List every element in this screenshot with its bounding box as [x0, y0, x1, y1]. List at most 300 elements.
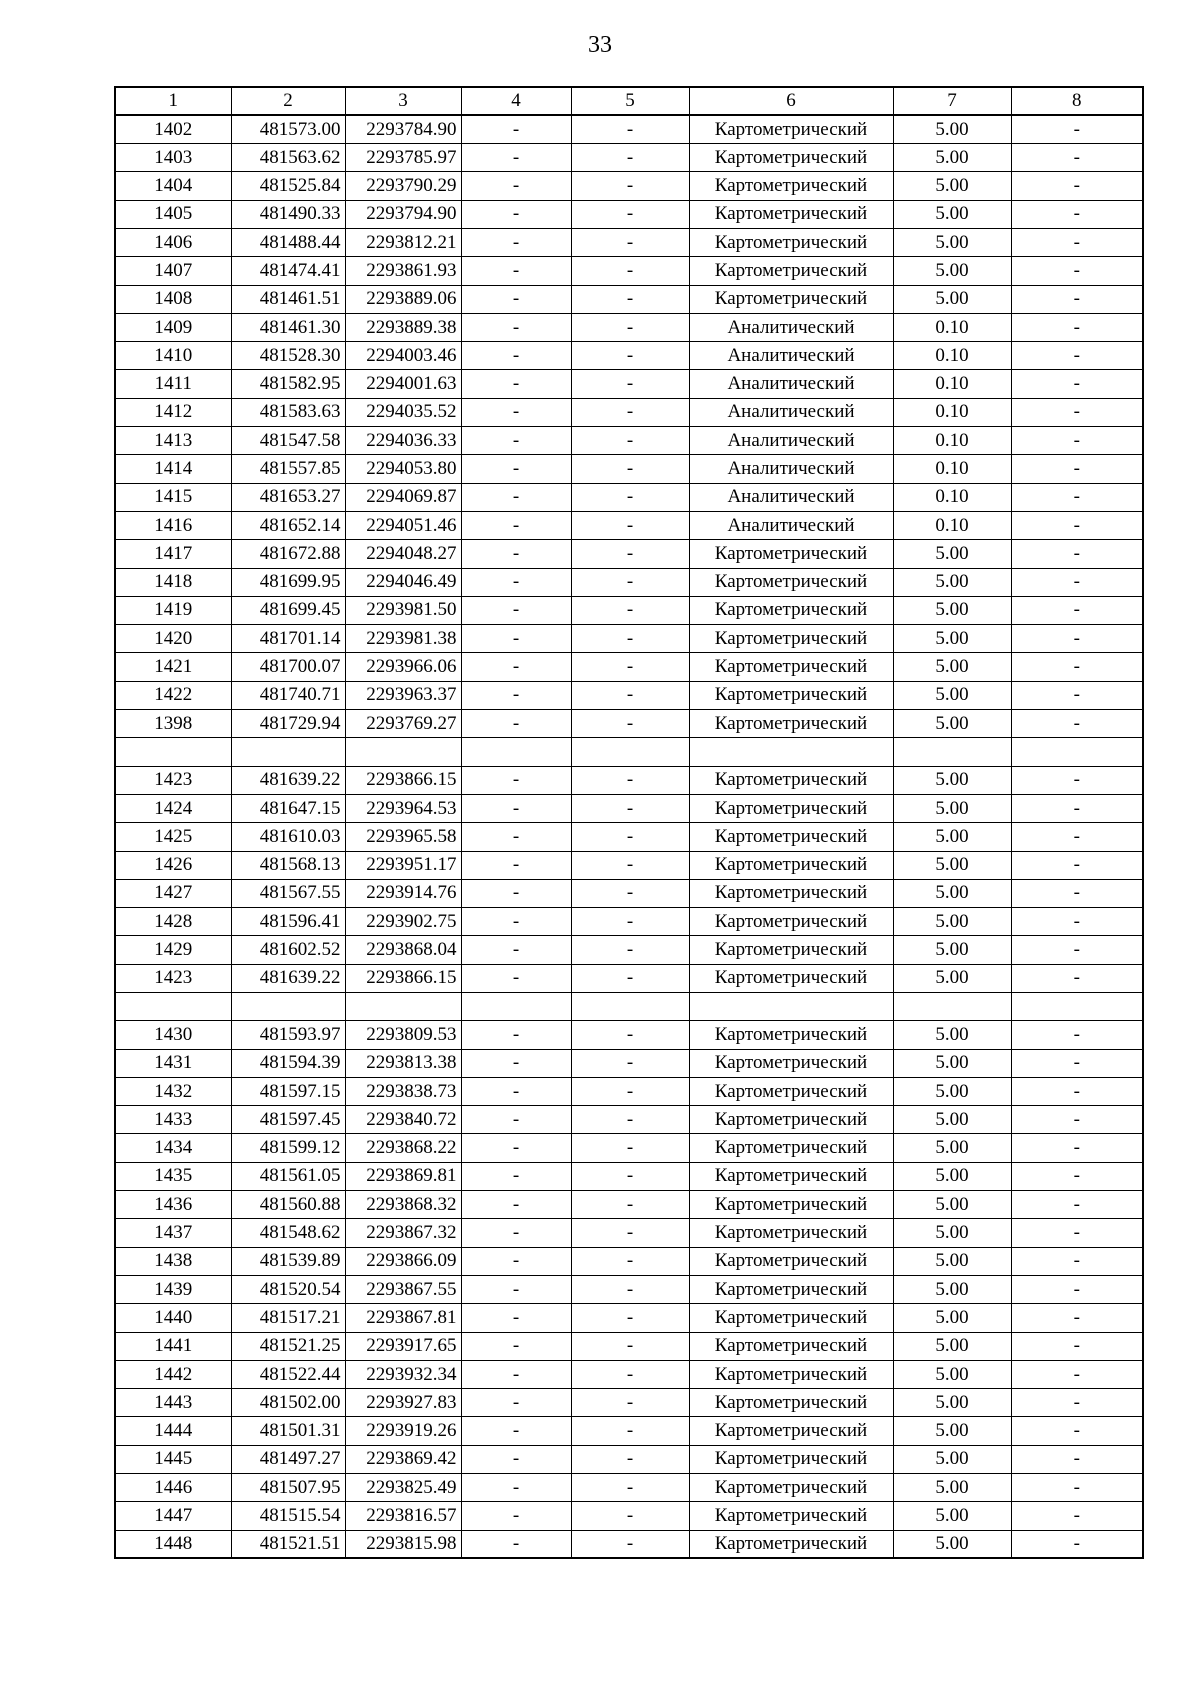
col4-cell: - [461, 1134, 571, 1162]
accuracy-cell: 5.00 [893, 540, 1011, 568]
y-coordinate-cell [345, 738, 461, 766]
col8-cell: - [1011, 1219, 1143, 1247]
col4-cell: - [461, 511, 571, 539]
col8-cell: - [1011, 1332, 1143, 1360]
col8-cell: - [1011, 1417, 1143, 1445]
table-row [115, 1275, 1143, 1303]
col8-cell: - [1011, 483, 1143, 511]
x-coordinate-cell: 481597.45 [231, 1106, 345, 1134]
table-row [115, 285, 1143, 313]
col4-cell: - [461, 681, 571, 709]
y-coordinate-cell: 2293838.73 [345, 1077, 461, 1105]
y-coordinate-cell: 2293981.50 [345, 596, 461, 624]
y-coordinate-cell: 2294001.63 [345, 370, 461, 398]
x-coordinate-cell: 481652.14 [231, 511, 345, 539]
point-number-cell: 1448 [115, 1530, 231, 1558]
col8-cell [1011, 993, 1143, 1021]
col8-cell: - [1011, 879, 1143, 907]
x-coordinate-cell [231, 993, 345, 1021]
col8-cell: - [1011, 1134, 1143, 1162]
col4-cell: - [461, 455, 571, 483]
col8-cell: - [1011, 172, 1143, 200]
y-coordinate-cell: 2293784.90 [345, 115, 461, 143]
table-row [115, 1077, 1143, 1105]
method-cell: Картометрический [689, 766, 893, 794]
table-row [115, 681, 1143, 709]
col8-cell: - [1011, 1162, 1143, 1190]
accuracy-cell: 5.00 [893, 1445, 1011, 1473]
col5-cell: - [571, 540, 689, 568]
col4-cell: - [461, 200, 571, 228]
col5-cell: - [571, 115, 689, 143]
column-header: 2 [231, 87, 345, 115]
method-cell: Картометрический [689, 823, 893, 851]
accuracy-cell [893, 738, 1011, 766]
x-coordinate-cell: 481474.41 [231, 257, 345, 285]
table-row [115, 794, 1143, 822]
method-cell: Картометрический [689, 625, 893, 653]
method-cell: Картометрический [689, 200, 893, 228]
method-cell: Аналитический [689, 455, 893, 483]
y-coordinate-cell: 2293866.15 [345, 766, 461, 794]
y-coordinate-cell: 2293963.37 [345, 681, 461, 709]
y-coordinate-cell: 2293964.53 [345, 794, 461, 822]
point-number-cell: 1430 [115, 1021, 231, 1049]
col5-cell: - [571, 710, 689, 738]
point-number-cell: 1411 [115, 370, 231, 398]
y-coordinate-cell: 2293812.21 [345, 228, 461, 256]
table-row [115, 257, 1143, 285]
table-row [115, 1134, 1143, 1162]
col8-cell: - [1011, 625, 1143, 653]
method-cell: Картометрический [689, 144, 893, 172]
point-number-cell: 1423 [115, 964, 231, 992]
col5-cell [571, 738, 689, 766]
header-row [115, 87, 1143, 115]
col4-cell: - [461, 540, 571, 568]
col4-cell: - [461, 398, 571, 426]
accuracy-cell: 5.00 [893, 285, 1011, 313]
method-cell: Картометрический [689, 1389, 893, 1417]
col4-cell: - [461, 710, 571, 738]
x-coordinate-cell: 481653.27 [231, 483, 345, 511]
col8-cell: - [1011, 1049, 1143, 1077]
point-number-cell: 1432 [115, 1077, 231, 1105]
col5-cell: - [571, 879, 689, 907]
method-cell: Картометрический [689, 908, 893, 936]
col4-cell: - [461, 879, 571, 907]
point-number-cell: 1409 [115, 313, 231, 341]
point-number-cell [115, 993, 231, 1021]
col5-cell: - [571, 1162, 689, 1190]
accuracy-cell: 0.10 [893, 483, 1011, 511]
col8-cell: - [1011, 653, 1143, 681]
col8-cell: - [1011, 823, 1143, 851]
col5-cell: - [571, 908, 689, 936]
col4-cell: - [461, 115, 571, 143]
method-cell: Картометрический [689, 710, 893, 738]
point-number-cell: 1419 [115, 596, 231, 624]
col4-cell: - [461, 228, 571, 256]
x-coordinate-cell: 481522.44 [231, 1360, 345, 1388]
point-number-cell: 1402 [115, 115, 231, 143]
col5-cell: - [571, 1530, 689, 1558]
col4-cell: - [461, 1360, 571, 1388]
method-cell: Картометрический [689, 1247, 893, 1275]
point-number-cell: 1447 [115, 1502, 231, 1530]
x-coordinate-cell: 481593.97 [231, 1021, 345, 1049]
table-row [115, 313, 1143, 341]
y-coordinate-cell: 2293794.90 [345, 200, 461, 228]
col5-cell: - [571, 1191, 689, 1219]
table-row [115, 1445, 1143, 1473]
accuracy-cell: 5.00 [893, 144, 1011, 172]
x-coordinate-cell: 481567.55 [231, 879, 345, 907]
method-cell: Аналитический [689, 427, 893, 455]
col5-cell: - [571, 1021, 689, 1049]
col4-cell: - [461, 313, 571, 341]
y-coordinate-cell: 2293868.04 [345, 936, 461, 964]
method-cell: Картометрический [689, 568, 893, 596]
table-row [115, 1021, 1143, 1049]
col5-cell: - [571, 1304, 689, 1332]
col8-cell: - [1011, 1021, 1143, 1049]
accuracy-cell: 5.00 [893, 1360, 1011, 1388]
method-cell [689, 993, 893, 1021]
y-coordinate-cell: 2293815.98 [345, 1530, 461, 1558]
coordinates-table [114, 86, 1144, 1559]
method-cell: Картометрический [689, 1049, 893, 1077]
method-cell: Картометрический [689, 653, 893, 681]
col8-cell: - [1011, 285, 1143, 313]
x-coordinate-cell: 481461.30 [231, 313, 345, 341]
accuracy-cell: 5.00 [893, 653, 1011, 681]
col4-cell: - [461, 1219, 571, 1247]
x-coordinate-cell: 481528.30 [231, 342, 345, 370]
col4-cell: - [461, 936, 571, 964]
table-row [115, 738, 1143, 766]
x-coordinate-cell: 481729.94 [231, 710, 345, 738]
accuracy-cell: 0.10 [893, 398, 1011, 426]
col8-cell: - [1011, 1474, 1143, 1502]
col4-cell: - [461, 1502, 571, 1530]
x-coordinate-cell: 481490.33 [231, 200, 345, 228]
table-row [115, 823, 1143, 851]
col5-cell: - [571, 794, 689, 822]
method-cell: Картометрический [689, 596, 893, 624]
method-cell: Картометрический [689, 1106, 893, 1134]
method-cell: Картометрический [689, 1502, 893, 1530]
col8-cell: - [1011, 370, 1143, 398]
x-coordinate-cell: 481539.89 [231, 1247, 345, 1275]
accuracy-cell: 5.00 [893, 1219, 1011, 1247]
y-coordinate-cell: 2294046.49 [345, 568, 461, 596]
x-coordinate-cell: 481639.22 [231, 766, 345, 794]
y-coordinate-cell: 2293825.49 [345, 1474, 461, 1502]
col8-cell: - [1011, 1304, 1143, 1332]
table-row [115, 1106, 1143, 1134]
col4-cell: - [461, 1191, 571, 1219]
method-cell: Картометрический [689, 1162, 893, 1190]
y-coordinate-cell: 2293867.81 [345, 1304, 461, 1332]
method-cell: Картометрический [689, 1332, 893, 1360]
y-coordinate-cell: 2293813.38 [345, 1049, 461, 1077]
column-header: 6 [689, 87, 893, 115]
table-row [115, 710, 1143, 738]
point-number-cell: 1422 [115, 681, 231, 709]
accuracy-cell: 5.00 [893, 1191, 1011, 1219]
col5-cell [571, 993, 689, 1021]
table-body [115, 115, 1143, 1558]
y-coordinate-cell: 2293869.42 [345, 1445, 461, 1473]
col4-cell: - [461, 568, 571, 596]
col8-cell: - [1011, 455, 1143, 483]
y-coordinate-cell: 2293927.83 [345, 1389, 461, 1417]
method-cell: Картометрический [689, 1021, 893, 1049]
y-coordinate-cell: 2294035.52 [345, 398, 461, 426]
table-row [115, 596, 1143, 624]
method-cell: Картометрический [689, 228, 893, 256]
point-number-cell: 1410 [115, 342, 231, 370]
point-number-cell: 1423 [115, 766, 231, 794]
x-coordinate-cell: 481561.05 [231, 1162, 345, 1190]
table-row [115, 908, 1143, 936]
method-cell: Картометрический [689, 879, 893, 907]
col5-cell: - [571, 653, 689, 681]
point-number-cell: 1431 [115, 1049, 231, 1077]
col5-cell: - [571, 936, 689, 964]
x-coordinate-cell: 481560.88 [231, 1191, 345, 1219]
col4-cell: - [461, 483, 571, 511]
method-cell: Картометрический [689, 936, 893, 964]
point-number-cell: 1429 [115, 936, 231, 964]
point-number-cell: 1418 [115, 568, 231, 596]
method-cell: Аналитический [689, 313, 893, 341]
table-row [115, 1304, 1143, 1332]
accuracy-cell: 5.00 [893, 851, 1011, 879]
x-coordinate-cell: 481502.00 [231, 1389, 345, 1417]
point-number-cell: 1435 [115, 1162, 231, 1190]
accuracy-cell: 5.00 [893, 823, 1011, 851]
point-number-cell: 1444 [115, 1417, 231, 1445]
method-cell: Картометрический [689, 1304, 893, 1332]
col5-cell: - [571, 1474, 689, 1502]
accuracy-cell: 5.00 [893, 1502, 1011, 1530]
col5-cell: - [571, 313, 689, 341]
method-cell: Аналитический [689, 511, 893, 539]
x-coordinate-cell: 481583.63 [231, 398, 345, 426]
col4-cell: - [461, 596, 571, 624]
x-coordinate-cell: 481699.95 [231, 568, 345, 596]
accuracy-cell: 5.00 [893, 1134, 1011, 1162]
table-row [115, 370, 1143, 398]
y-coordinate-cell [345, 993, 461, 1021]
col4-cell: - [461, 1247, 571, 1275]
y-coordinate-cell: 2293869.81 [345, 1162, 461, 1190]
y-coordinate-cell: 2293867.55 [345, 1275, 461, 1303]
point-number-cell: 1406 [115, 228, 231, 256]
accuracy-cell: 5.00 [893, 568, 1011, 596]
table-row [115, 936, 1143, 964]
x-coordinate-cell: 481582.95 [231, 370, 345, 398]
x-coordinate-cell: 481563.62 [231, 144, 345, 172]
accuracy-cell: 5.00 [893, 257, 1011, 285]
y-coordinate-cell: 2293868.22 [345, 1134, 461, 1162]
x-coordinate-cell: 481639.22 [231, 964, 345, 992]
x-coordinate-cell: 481594.39 [231, 1049, 345, 1077]
point-number-cell: 1445 [115, 1445, 231, 1473]
col8-cell: - [1011, 1275, 1143, 1303]
col8-cell: - [1011, 427, 1143, 455]
table-row [115, 653, 1143, 681]
accuracy-cell: 5.00 [893, 1474, 1011, 1502]
col5-cell: - [571, 257, 689, 285]
y-coordinate-cell: 2293917.65 [345, 1332, 461, 1360]
col4-cell: - [461, 1389, 571, 1417]
y-coordinate-cell: 2294036.33 [345, 427, 461, 455]
col5-cell: - [571, 228, 689, 256]
column-header: 3 [345, 87, 461, 115]
accuracy-cell: 5.00 [893, 936, 1011, 964]
table-row [115, 1530, 1143, 1558]
accuracy-cell: 5.00 [893, 1389, 1011, 1417]
col8-cell: - [1011, 1445, 1143, 1473]
col4-cell: - [461, 1445, 571, 1473]
table-row [115, 1191, 1143, 1219]
accuracy-cell [893, 993, 1011, 1021]
point-number-cell: 1404 [115, 172, 231, 200]
x-coordinate-cell: 481547.58 [231, 427, 345, 455]
method-cell: Картометрический [689, 681, 893, 709]
col4-cell: - [461, 144, 571, 172]
col5-cell: - [571, 1049, 689, 1077]
col8-cell: - [1011, 1360, 1143, 1388]
col4-cell [461, 993, 571, 1021]
col5-cell: - [571, 1389, 689, 1417]
x-coordinate-cell: 481548.62 [231, 1219, 345, 1247]
y-coordinate-cell: 2293981.38 [345, 625, 461, 653]
table-row [115, 568, 1143, 596]
method-cell [689, 738, 893, 766]
col4-cell: - [461, 653, 571, 681]
point-number-cell: 1407 [115, 257, 231, 285]
accuracy-cell: 5.00 [893, 1417, 1011, 1445]
accuracy-cell: 5.00 [893, 879, 1011, 907]
x-coordinate-cell: 481699.45 [231, 596, 345, 624]
y-coordinate-cell: 2293785.97 [345, 144, 461, 172]
accuracy-cell: 5.00 [893, 1077, 1011, 1105]
col8-cell: - [1011, 1106, 1143, 1134]
accuracy-cell: 5.00 [893, 625, 1011, 653]
table-row [115, 851, 1143, 879]
x-coordinate-cell: 481602.52 [231, 936, 345, 964]
y-coordinate-cell: 2293951.17 [345, 851, 461, 879]
y-coordinate-cell: 2293840.72 [345, 1106, 461, 1134]
method-cell: Картометрический [689, 1360, 893, 1388]
col8-cell: - [1011, 908, 1143, 936]
col8-cell: - [1011, 964, 1143, 992]
col8-cell: - [1011, 313, 1143, 341]
point-number-cell: 1436 [115, 1191, 231, 1219]
col5-cell: - [571, 625, 689, 653]
accuracy-cell: 5.00 [893, 1275, 1011, 1303]
col4-cell: - [461, 285, 571, 313]
col4-cell: - [461, 625, 571, 653]
col4-cell: - [461, 1077, 571, 1105]
x-coordinate-cell: 481557.85 [231, 455, 345, 483]
col8-cell: - [1011, 228, 1143, 256]
method-cell: Картометрический [689, 115, 893, 143]
accuracy-cell: 5.00 [893, 766, 1011, 794]
x-coordinate-cell: 481521.25 [231, 1332, 345, 1360]
col5-cell: - [571, 200, 689, 228]
col8-cell: - [1011, 1191, 1143, 1219]
col5-cell: - [571, 1219, 689, 1247]
col4-cell: - [461, 908, 571, 936]
page-number: 33 [588, 32, 612, 58]
point-number-cell: 1442 [115, 1360, 231, 1388]
col5-cell: - [571, 823, 689, 851]
method-cell: Картометрический [689, 1134, 893, 1162]
col8-cell: - [1011, 342, 1143, 370]
col8-cell: - [1011, 257, 1143, 285]
x-coordinate-cell: 481573.00 [231, 115, 345, 143]
x-coordinate-cell: 481740.71 [231, 681, 345, 709]
table-row [115, 483, 1143, 511]
col4-cell: - [461, 1162, 571, 1190]
col8-cell: - [1011, 1530, 1143, 1558]
y-coordinate-cell: 2293914.76 [345, 879, 461, 907]
y-coordinate-cell: 2294048.27 [345, 540, 461, 568]
x-coordinate-cell: 481461.51 [231, 285, 345, 313]
x-coordinate-cell: 481501.31 [231, 1417, 345, 1445]
table-row [115, 1219, 1143, 1247]
point-number-cell: 1446 [115, 1474, 231, 1502]
x-coordinate-cell: 481701.14 [231, 625, 345, 653]
method-cell: Аналитический [689, 483, 893, 511]
col5-cell: - [571, 398, 689, 426]
col5-cell: - [571, 596, 689, 624]
method-cell: Аналитический [689, 370, 893, 398]
y-coordinate-cell: 2293866.15 [345, 964, 461, 992]
table-row [115, 964, 1143, 992]
col5-cell: - [571, 681, 689, 709]
point-number-cell: 1403 [115, 144, 231, 172]
method-cell: Картометрический [689, 1275, 893, 1303]
x-coordinate-cell: 481497.27 [231, 1445, 345, 1473]
point-number-cell: 1426 [115, 851, 231, 879]
col8-cell: - [1011, 540, 1143, 568]
col4-cell [461, 738, 571, 766]
method-cell: Картометрический [689, 257, 893, 285]
col8-cell: - [1011, 511, 1143, 539]
y-coordinate-cell: 2293867.32 [345, 1219, 461, 1247]
y-coordinate-cell: 2293932.34 [345, 1360, 461, 1388]
point-number-cell: 1441 [115, 1332, 231, 1360]
x-coordinate-cell: 481647.15 [231, 794, 345, 822]
col8-cell: - [1011, 1389, 1143, 1417]
col5-cell: - [571, 568, 689, 596]
point-number-cell: 1439 [115, 1275, 231, 1303]
table-row [115, 540, 1143, 568]
x-coordinate-cell [231, 738, 345, 766]
accuracy-cell: 0.10 [893, 511, 1011, 539]
col5-cell: - [571, 1332, 689, 1360]
col5-cell: - [571, 172, 689, 200]
col5-cell: - [571, 285, 689, 313]
col4-cell: - [461, 427, 571, 455]
col4-cell: - [461, 370, 571, 398]
